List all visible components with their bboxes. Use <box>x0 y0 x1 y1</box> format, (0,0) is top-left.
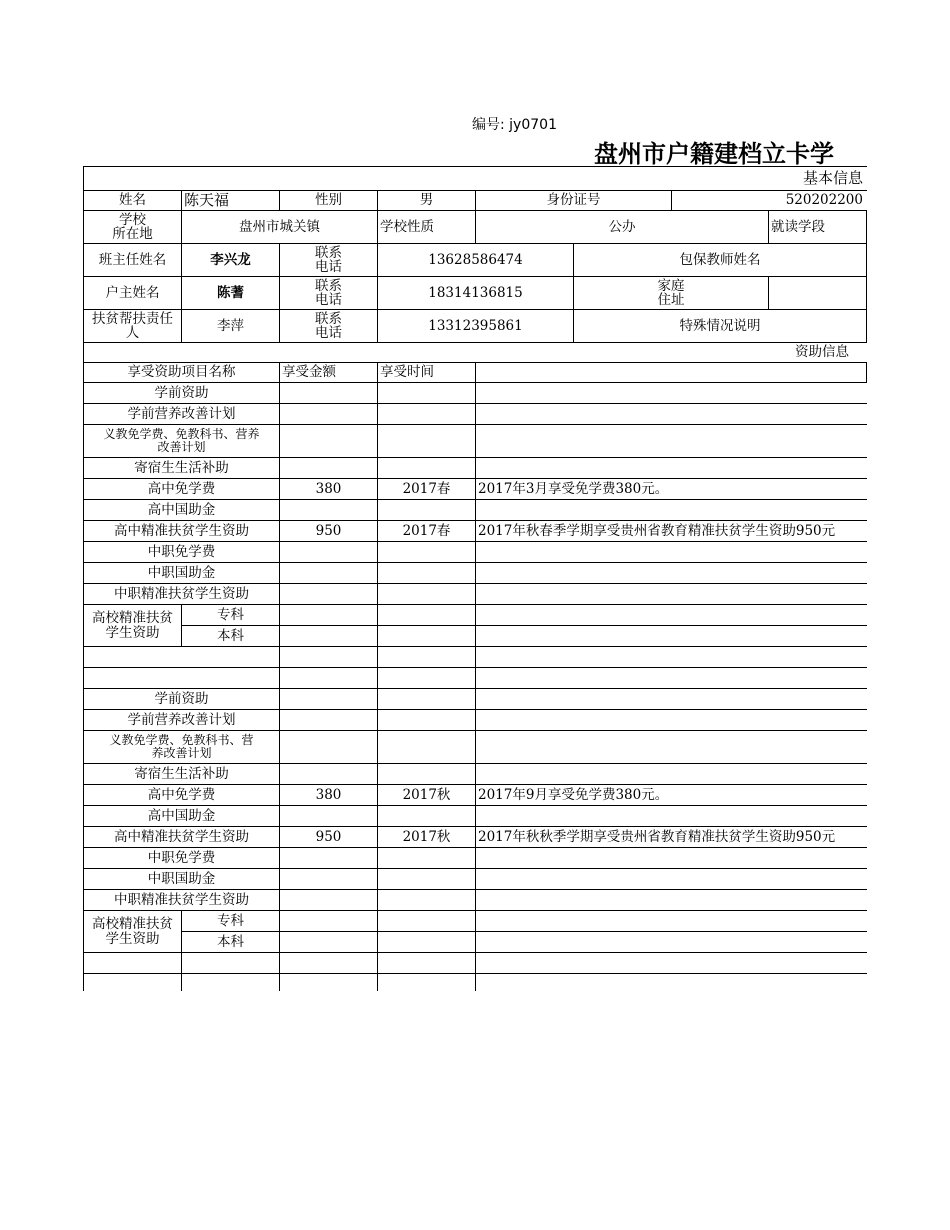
funding-time <box>378 404 476 425</box>
funding-amount <box>280 731 378 764</box>
school-location-value: 盘州市城关镇 <box>182 211 378 244</box>
funding-time: 2017秋 <box>378 827 476 848</box>
funding-time <box>378 500 476 521</box>
funding-time <box>378 626 476 647</box>
blank-cell <box>378 974 476 991</box>
basic-info-heading: 基本信息 <box>84 167 867 191</box>
name-value: 陈天福 <box>182 191 280 211</box>
householder-label: 户主姓名 <box>84 277 182 310</box>
funding-item-name: 学前资助 <box>84 383 280 404</box>
poverty-helper-label: 扶贫帮扶责任 人 <box>84 310 182 343</box>
funding-amount <box>280 425 378 458</box>
funding-note <box>476 425 867 458</box>
funding-amount <box>280 458 378 479</box>
blank-cell <box>476 668 867 689</box>
funding-note <box>476 458 867 479</box>
funding-info-heading: 资助信息 <box>84 343 867 363</box>
householder-phone-value: 18314136815 <box>378 277 574 310</box>
blank-cell <box>476 974 867 991</box>
funding-time <box>378 383 476 404</box>
id-value: 520202200 <box>672 191 867 211</box>
funding-item-name: 义教免学费、免教科书、营 养改善计划 <box>84 731 280 764</box>
record-code-label: 编号: <box>472 117 505 133</box>
funding-amount <box>280 383 378 404</box>
funding-item-name: 学前资助 <box>84 689 280 710</box>
guarantee-teacher-label: 包保教师姓名 <box>574 244 867 277</box>
head-teacher-label: 班主任姓名 <box>84 244 182 277</box>
funding-time <box>378 584 476 605</box>
funding-note <box>476 869 867 890</box>
col-header-item: 享受资助项目名称 <box>84 363 280 383</box>
funding-amount: 380 <box>280 479 378 500</box>
funding-item-name: 高中精准扶贫学生资助 <box>84 827 280 848</box>
funding-amount <box>280 806 378 827</box>
home-address-label: 家庭 住址 <box>574 277 769 310</box>
student-record-sheet <box>83 166 867 991</box>
funding-item-name: 学前营养改善计划 <box>84 710 280 731</box>
funding-note: 2017年9月享受免学费380元。 <box>476 785 867 806</box>
funding-item-name: 义教免学费、免教科书、营养 改善计划 <box>84 425 280 458</box>
col-header-notes <box>476 363 867 383</box>
blank-cell <box>182 953 280 974</box>
funding-item-name: 中职精准扶贫学生资助 <box>84 584 280 605</box>
college-aid-label: 高校精准扶贫 学生资助 <box>84 911 182 953</box>
funding-item-name: 高中免学费 <box>84 479 280 500</box>
record-code <box>472 114 557 134</box>
funding-amount <box>280 932 378 953</box>
page-title: 盘州市户籍建档立卡学 <box>594 140 834 168</box>
funding-item-name: 中职免学费 <box>84 542 280 563</box>
funding-time <box>378 542 476 563</box>
funding-item-name: 高中免学费 <box>84 785 280 806</box>
gender-value: 男 <box>378 191 476 211</box>
funding-amount <box>280 689 378 710</box>
id-label: 身份证号 <box>476 191 672 211</box>
funding-time: 2017秋 <box>378 785 476 806</box>
blank-cell <box>476 953 867 974</box>
funding-note <box>476 932 867 953</box>
helper-phone-label: 联系 电话 <box>280 310 378 343</box>
blank-cell <box>84 953 182 974</box>
funding-note <box>476 626 867 647</box>
funding-note <box>476 806 867 827</box>
teacher-phone-value: 13628586474 <box>378 244 574 277</box>
funding-time <box>378 848 476 869</box>
funding-item-name: 中职国助金 <box>84 869 280 890</box>
funding-amount <box>280 710 378 731</box>
funding-amount <box>280 584 378 605</box>
funding-amount <box>280 869 378 890</box>
funding-item-name: 高中精准扶贫学生资助 <box>84 521 280 542</box>
college-level: 专科 <box>182 605 280 626</box>
funding-item-name: 高中国助金 <box>84 500 280 521</box>
householder-value: 陈蓍 <box>182 277 280 310</box>
blank-cell <box>378 668 476 689</box>
householder-phone-label: 联系 电话 <box>280 277 378 310</box>
funding-amount <box>280 890 378 911</box>
gender-label: 性别 <box>280 191 378 211</box>
funding-time <box>378 731 476 764</box>
poverty-helper-value: 李萍 <box>182 310 280 343</box>
funding-time <box>378 605 476 626</box>
funding-item-name: 寄宿生生活补助 <box>84 458 280 479</box>
funding-item-name: 中职国助金 <box>84 563 280 584</box>
funding-time <box>378 458 476 479</box>
college-level: 本科 <box>182 932 280 953</box>
funding-time <box>378 710 476 731</box>
funding-item-name: 高中国助金 <box>84 806 280 827</box>
blank-cell <box>280 974 378 991</box>
special-notes-label: 特殊情况说明 <box>574 310 867 343</box>
teacher-phone-label: 联系 电话 <box>280 244 378 277</box>
funding-time <box>378 890 476 911</box>
funding-amount: 950 <box>280 827 378 848</box>
funding-time <box>378 932 476 953</box>
blank-cell <box>476 647 867 668</box>
funding-note <box>476 500 867 521</box>
funding-note <box>476 764 867 785</box>
funding-amount <box>280 542 378 563</box>
funding-time <box>378 563 476 584</box>
school-location-label: 学校 所在地 <box>84 211 182 244</box>
funding-item-name: 中职精准扶贫学生资助 <box>84 890 280 911</box>
name-label: 姓名 <box>84 191 182 211</box>
funding-item-name: 学前营养改善计划 <box>84 404 280 425</box>
record-code-value: jy0701 <box>509 117 557 133</box>
college-level: 本科 <box>182 626 280 647</box>
funding-note <box>476 383 867 404</box>
helper-phone-value: 13312395861 <box>378 310 574 343</box>
school-type-value: 公办 <box>476 211 769 244</box>
funding-note <box>476 689 867 710</box>
blank-cell <box>280 647 378 668</box>
funding-amount <box>280 626 378 647</box>
funding-item-name: 中职免学费 <box>84 848 280 869</box>
school-type-label: 学校性质 <box>378 211 476 244</box>
home-address-value <box>769 277 867 310</box>
funding-time <box>378 911 476 932</box>
funding-time <box>378 764 476 785</box>
blank-cell <box>378 953 476 974</box>
blank-cell <box>84 647 280 668</box>
funding-time: 2017春 <box>378 521 476 542</box>
funding-note <box>476 890 867 911</box>
funding-note <box>476 404 867 425</box>
funding-amount <box>280 500 378 521</box>
blank-cell <box>378 647 476 668</box>
head-teacher-value: 李兴龙 <box>182 244 280 277</box>
funding-note <box>476 542 867 563</box>
funding-note <box>476 563 867 584</box>
funding-note: 2017年秋春季学期享受贵州省教育精准扶贫学生资助950元 <box>476 521 867 542</box>
funding-time <box>378 689 476 710</box>
funding-note: 2017年3月享受免学费380元。 <box>476 479 867 500</box>
col-header-time: 享受时间 <box>378 363 476 383</box>
blank-cell <box>280 668 378 689</box>
funding-time <box>378 425 476 458</box>
blank-cell <box>84 668 280 689</box>
blank-cell <box>182 974 280 991</box>
funding-amount <box>280 563 378 584</box>
blank-cell <box>84 974 182 991</box>
funding-note <box>476 731 867 764</box>
college-aid-label: 高校精准扶贫 学生资助 <box>84 605 182 647</box>
blank-cell <box>280 953 378 974</box>
funding-amount: 380 <box>280 785 378 806</box>
funding-amount <box>280 404 378 425</box>
funding-note: 2017年秋秋季学期享受贵州省教育精准扶贫学生资助950元 <box>476 827 867 848</box>
funding-time <box>378 806 476 827</box>
funding-note <box>476 848 867 869</box>
funding-amount <box>280 911 378 932</box>
funding-item-name: 寄宿生生活补助 <box>84 764 280 785</box>
funding-note <box>476 584 867 605</box>
funding-amount <box>280 764 378 785</box>
funding-amount <box>280 848 378 869</box>
funding-amount <box>280 605 378 626</box>
funding-note <box>476 605 867 626</box>
funding-time <box>378 869 476 890</box>
funding-amount: 950 <box>280 521 378 542</box>
col-header-amount: 享受金额 <box>280 363 378 383</box>
funding-note <box>476 710 867 731</box>
college-level: 专科 <box>182 911 280 932</box>
funding-note <box>476 911 867 932</box>
funding-time: 2017春 <box>378 479 476 500</box>
school-stage-label: 就读学段 <box>769 211 867 244</box>
